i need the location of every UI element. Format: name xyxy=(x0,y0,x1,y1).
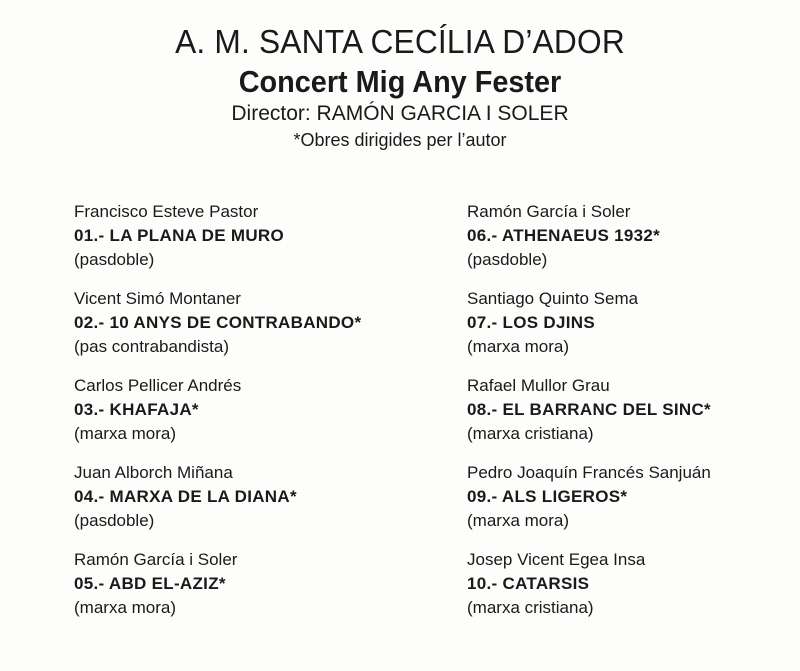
track-genre: (marxa mora) xyxy=(74,598,177,617)
track-composer: Juan Alborch Miñana xyxy=(74,463,233,482)
track-composer: Josep Vicent Egea Insa xyxy=(467,550,646,569)
track-title: 05.- ABD EL-AZIZ* xyxy=(74,574,226,593)
track-genre: (marxa cristiana) xyxy=(467,424,594,443)
track-composer: Ramón García i Soler xyxy=(74,550,238,569)
track-composer: Vicent Simó Montaner xyxy=(74,289,241,308)
director-line: Director: RAMÓN GARCIA I SOLER xyxy=(231,102,569,125)
track-composer: Francisco Esteve Pastor xyxy=(74,202,259,221)
page-title: A. M. SANTA CECÍLIA D’ADOR xyxy=(175,23,625,60)
track-composer: Ramón García i Soler xyxy=(467,202,631,221)
track-title: 01.- LA PLANA DE MURO xyxy=(74,226,284,245)
track-entry xyxy=(74,461,414,548)
author-note: *Obres dirigides per l’autor xyxy=(293,130,507,150)
track-composer: Santiago Quinto Sema xyxy=(467,289,639,308)
track-title: 10.- CATARSIS xyxy=(467,574,590,593)
track-composer: Carlos Pellicer Andrés xyxy=(74,376,242,395)
track-genre: (marxa mora) xyxy=(74,424,177,443)
track-genre: (marxa mora) xyxy=(467,511,570,530)
track-genre: (pasdoble) xyxy=(467,250,548,269)
tracklist-right-column xyxy=(467,200,800,635)
track-title: 08.- EL BARRANC DEL SINC* xyxy=(467,400,711,419)
track-genre: (pasdoble) xyxy=(74,511,155,530)
track-composer: Pedro Joaquín Francés Sanjuán xyxy=(467,463,711,482)
track-entry xyxy=(467,374,800,461)
track-title: 09.- ALS LIGEROS* xyxy=(467,487,628,506)
track-entry xyxy=(74,287,414,374)
track-entry xyxy=(467,287,800,374)
track-composer: Rafael Mullor Grau xyxy=(467,376,610,395)
track-title: 02.- 10 ANYS DE CONTRABANDO* xyxy=(74,313,362,332)
track-genre: (marxa cristiana) xyxy=(467,598,594,617)
track-entry xyxy=(467,548,800,635)
track-genre: (pasdoble) xyxy=(74,250,155,269)
track-entry xyxy=(467,461,800,548)
track-title: 04.- MARXA DE LA DIANA* xyxy=(74,487,297,506)
track-title: 07.- LOS DJINS xyxy=(467,313,595,332)
track-entry xyxy=(74,200,414,287)
page-header xyxy=(0,22,800,152)
track-entry xyxy=(74,374,414,461)
tracklist-left-column xyxy=(74,200,414,635)
concert-title: Concert Mig Any Fester xyxy=(238,64,562,99)
track-entry xyxy=(467,200,800,287)
track-genre: (pas contrabandista) xyxy=(74,337,229,356)
track-title: 03.- KHAFAJA* xyxy=(74,400,199,419)
track-entry xyxy=(74,548,414,635)
track-title: 06.- ATHENAEUS 1932* xyxy=(467,226,661,245)
track-genre: (marxa mora) xyxy=(467,337,570,356)
